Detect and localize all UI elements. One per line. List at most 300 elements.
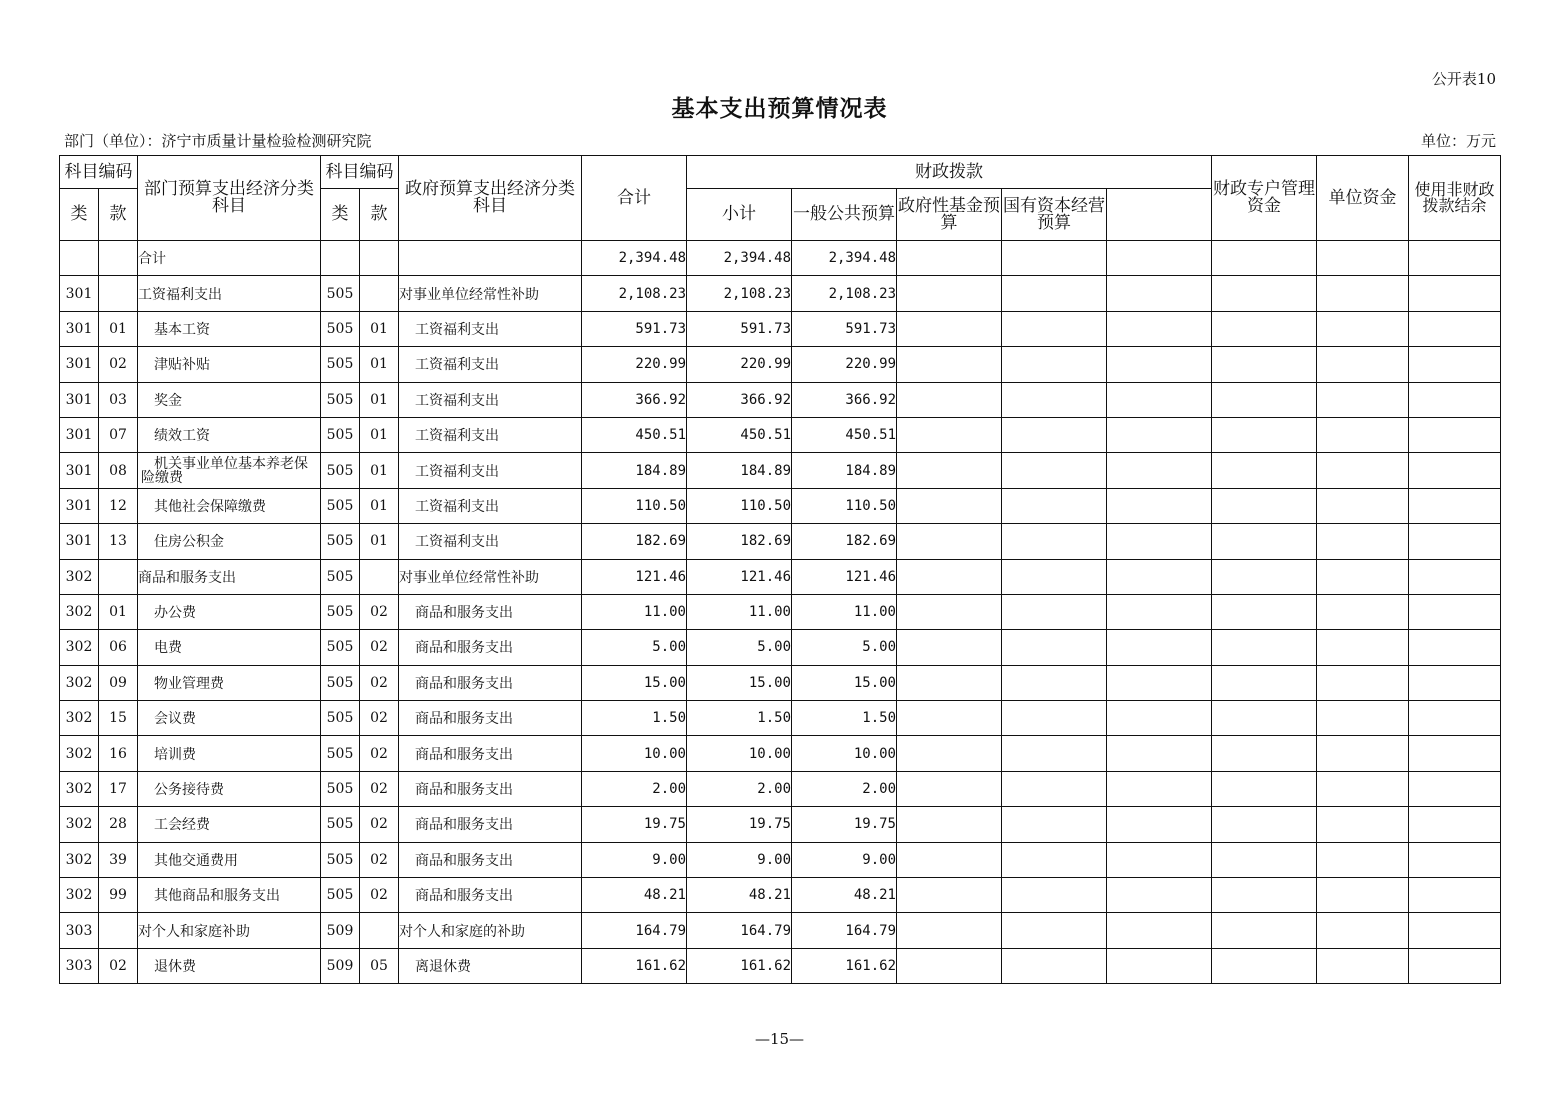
cell-unit-fund	[1212, 948, 1317, 983]
cell-govfund	[897, 913, 1002, 948]
cell-unit-fund	[1212, 594, 1317, 629]
cell-nonfiscal	[1317, 524, 1409, 559]
header-govfund: 政府性基金预算	[897, 189, 1002, 241]
cell-carry	[1409, 771, 1501, 806]
cell-dept-econ: 会议费	[138, 701, 321, 736]
cell-stateasset	[1002, 948, 1107, 983]
cell-general: 366.92	[792, 382, 897, 417]
cell-stateasset	[1002, 594, 1107, 629]
cell-stateasset	[1002, 276, 1107, 311]
cell-total: 2,108.23	[582, 276, 687, 311]
cell-lei: 302	[60, 878, 99, 913]
cell-stateasset	[1002, 807, 1107, 842]
cell-unit-fund	[1212, 488, 1317, 523]
header-gov-econ: 政府预算支出经济分类科目	[399, 156, 582, 241]
cell-special	[1107, 878, 1212, 913]
cell-kuan: 16	[99, 736, 138, 771]
header-nonfiscal: 使用非财政拨款结余	[1409, 156, 1501, 241]
cell-gov-kuan: 02	[360, 807, 399, 842]
cell-gov-kuan: 01	[360, 347, 399, 382]
cell-govfund	[897, 701, 1002, 736]
cell-subtotal: 9.00	[687, 842, 792, 877]
cell-lei: 302	[60, 665, 99, 700]
cell-stateasset	[1002, 665, 1107, 700]
cell-kuan	[99, 241, 138, 276]
cell-stateasset	[1002, 736, 1107, 771]
cell-kuan: 03	[99, 382, 138, 417]
cell-lei: 303	[60, 948, 99, 983]
cell-general: 19.75	[792, 807, 897, 842]
cell-dept-econ: 培训费	[138, 736, 321, 771]
cell-kuan: 08	[99, 453, 138, 488]
cell-special	[1107, 311, 1212, 346]
cell-unit-fund	[1212, 807, 1317, 842]
cell-special	[1107, 241, 1212, 276]
cell-total: 161.62	[582, 948, 687, 983]
cell-dept-econ: 其他商品和服务支出	[138, 878, 321, 913]
cell-unit-fund	[1212, 771, 1317, 806]
cell-special	[1107, 771, 1212, 806]
cell-gov-lei: 505	[321, 417, 360, 452]
cell-subtotal: 184.89	[687, 453, 792, 488]
cell-subtotal: 2.00	[687, 771, 792, 806]
cell-gov-lei: 505	[321, 311, 360, 346]
page-title: 基本支出预算情况表	[671, 95, 888, 122]
cell-total: 1.50	[582, 701, 687, 736]
cell-dept-econ: 其他社会保障缴费	[138, 488, 321, 523]
cell-special	[1107, 524, 1212, 559]
cell-carry	[1409, 347, 1501, 382]
table-row	[60, 842, 1501, 877]
cell-carry	[1409, 878, 1501, 913]
cell-subtotal: 161.62	[687, 948, 792, 983]
cell-carry	[1409, 665, 1501, 700]
cell-kuan: 15	[99, 701, 138, 736]
cell-dept-econ: 津贴补贴	[138, 347, 321, 382]
cell-govfund	[897, 807, 1002, 842]
cell-dept-econ: 其他交通费用	[138, 842, 321, 877]
cell-kuan: 01	[99, 311, 138, 346]
table-row	[60, 488, 1501, 523]
table-row	[60, 524, 1501, 559]
cell-dept-econ: 公务接待费	[138, 771, 321, 806]
cell-govfund	[897, 311, 1002, 346]
cell-gov-econ: 工资福利支出	[399, 417, 582, 452]
cell-general: 1.50	[792, 701, 897, 736]
cell-gov-econ: 工资福利支出	[399, 488, 582, 523]
cell-kuan	[99, 276, 138, 311]
cell-gov-lei: 505	[321, 382, 360, 417]
cell-stateasset	[1002, 913, 1107, 948]
header-total: 合计	[582, 156, 687, 241]
cell-carry	[1409, 524, 1501, 559]
cell-gov-lei: 509	[321, 913, 360, 948]
cell-dept-econ	[138, 453, 321, 488]
cell-general: 48.21	[792, 878, 897, 913]
cell-lei: 302	[60, 736, 99, 771]
cell-gov-lei: 505	[321, 453, 360, 488]
table-row	[60, 948, 1501, 983]
cell-stateasset	[1002, 701, 1107, 736]
header-general: 一般公共预算	[792, 189, 897, 241]
cell-stateasset	[1002, 771, 1107, 806]
header-subject-code: 科目编码	[60, 156, 138, 189]
cell-gov-lei: 505	[321, 524, 360, 559]
cell-gov-lei	[321, 241, 360, 276]
cell-total: 591.73	[582, 311, 687, 346]
cell-general: 121.46	[792, 559, 897, 594]
table-row	[60, 276, 1501, 311]
cell-general: 9.00	[792, 842, 897, 877]
cell-dept-econ: 对个人和家庭补助	[138, 913, 321, 948]
cell-gov-lei: 505	[321, 559, 360, 594]
cell-subtotal: 164.79	[687, 913, 792, 948]
cell-gov-econ: 商品和服务支出	[399, 594, 582, 629]
cell-special	[1107, 453, 1212, 488]
cell-total: 10.00	[582, 736, 687, 771]
cell-gov-kuan: 02	[360, 842, 399, 877]
header-dept-econ: 部门预算支出经济分类科目	[138, 156, 321, 241]
cell-gov-kuan	[360, 559, 399, 594]
cell-carry	[1409, 948, 1501, 983]
cell-nonfiscal	[1317, 453, 1409, 488]
cell-kuan	[99, 913, 138, 948]
cell-subtotal: 10.00	[687, 736, 792, 771]
cell-govfund	[897, 842, 1002, 877]
cell-carry	[1409, 311, 1501, 346]
cell-nonfiscal	[1317, 417, 1409, 452]
cell-gov-kuan: 02	[360, 878, 399, 913]
cell-dept-econ: 商品和服务支出	[138, 559, 321, 594]
header-gov-kuan: 款	[360, 189, 399, 241]
cell-lei: 303	[60, 913, 99, 948]
cell-nonfiscal	[1317, 311, 1409, 346]
cell-special	[1107, 701, 1212, 736]
budget-table	[59, 155, 1501, 984]
cell-nonfiscal	[1317, 665, 1409, 700]
cell-total: 182.69	[582, 524, 687, 559]
cell-gov-lei: 505	[321, 878, 360, 913]
cell-carry	[1409, 417, 1501, 452]
table-row	[60, 665, 1501, 700]
cell-gov-econ: 对事业单位经常性补助	[399, 559, 582, 594]
table-row	[60, 311, 1501, 346]
cell-general: 220.99	[792, 347, 897, 382]
cell-stateasset	[1002, 347, 1107, 382]
cell-subtotal: 450.51	[687, 417, 792, 452]
cell-lei: 302	[60, 630, 99, 665]
header-kuan: 款	[99, 189, 138, 241]
cell-lei	[60, 241, 99, 276]
cell-total: 15.00	[582, 665, 687, 700]
header-fiscal: 财政拨款	[687, 156, 1212, 189]
cell-gov-lei: 505	[321, 771, 360, 806]
cell-govfund	[897, 736, 1002, 771]
cell-kuan: 39	[99, 842, 138, 877]
cell-carry	[1409, 594, 1501, 629]
cell-lei: 301	[60, 417, 99, 452]
cell-special	[1107, 630, 1212, 665]
cell-nonfiscal	[1317, 630, 1409, 665]
table-row	[60, 382, 1501, 417]
cell-unit-fund	[1212, 878, 1317, 913]
cell-special	[1107, 594, 1212, 629]
cell-stateasset	[1002, 842, 1107, 877]
header-row-1	[60, 156, 1501, 189]
cell-carry	[1409, 382, 1501, 417]
cell-gov-lei: 505	[321, 807, 360, 842]
cell-gov-lei: 505	[321, 630, 360, 665]
cell-special	[1107, 665, 1212, 700]
cell-kuan: 12	[99, 488, 138, 523]
cell-lei: 302	[60, 594, 99, 629]
cell-carry	[1409, 701, 1501, 736]
cell-govfund	[897, 948, 1002, 983]
cell-gov-kuan: 02	[360, 630, 399, 665]
cell-lei: 301	[60, 347, 99, 382]
cell-subtotal: 182.69	[687, 524, 792, 559]
table-row	[60, 241, 1501, 276]
cell-unit-fund	[1212, 736, 1317, 771]
cell-carry	[1409, 559, 1501, 594]
cell-govfund	[897, 665, 1002, 700]
cell-gov-lei: 509	[321, 948, 360, 983]
cell-gov-econ: 工资福利支出	[399, 524, 582, 559]
header-special: 财政专户管理资金	[1212, 156, 1317, 241]
cell-unit-fund	[1212, 347, 1317, 382]
table-row	[60, 736, 1501, 771]
cell-gov-kuan: 05	[360, 948, 399, 983]
cell-govfund	[897, 559, 1002, 594]
table-row	[60, 630, 1501, 665]
cell-subtotal: 366.92	[687, 382, 792, 417]
cell-total: 184.89	[582, 453, 687, 488]
cell-unit-fund	[1212, 276, 1317, 311]
cell-total: 164.79	[582, 913, 687, 948]
cell-gov-kuan: 01	[360, 417, 399, 452]
cell-subtotal: 48.21	[687, 878, 792, 913]
cell-nonfiscal	[1317, 948, 1409, 983]
cell-nonfiscal	[1317, 913, 1409, 948]
cell-stateasset	[1002, 453, 1107, 488]
cell-total: 48.21	[582, 878, 687, 913]
cell-gov-kuan	[360, 276, 399, 311]
cell-gov-kuan: 02	[360, 594, 399, 629]
cell-nonfiscal	[1317, 701, 1409, 736]
cell-lei: 301	[60, 488, 99, 523]
cell-nonfiscal	[1317, 594, 1409, 629]
cell-dept-econ: 工资福利支出	[138, 276, 321, 311]
cell-govfund	[897, 878, 1002, 913]
cell-kuan: 17	[99, 771, 138, 806]
cell-general: 450.51	[792, 417, 897, 452]
cell-carry	[1409, 488, 1501, 523]
cell-subtotal: 110.50	[687, 488, 792, 523]
cell-dept-econ: 合计	[138, 241, 321, 276]
cell-lei: 302	[60, 842, 99, 877]
cell-gov-kuan: 01	[360, 311, 399, 346]
header-gov-subject-code: 科目编码	[321, 156, 399, 189]
cell-text: 机关事业单位基本养老保险缴费	[141, 455, 308, 486]
cell-total: 19.75	[582, 807, 687, 842]
cell-gov-kuan: 01	[360, 524, 399, 559]
cell-unit-fund	[1212, 665, 1317, 700]
cell-carry	[1409, 736, 1501, 771]
cell-nonfiscal	[1317, 241, 1409, 276]
cell-special	[1107, 913, 1212, 948]
cell-lei: 302	[60, 771, 99, 806]
cell-kuan: 06	[99, 630, 138, 665]
cell-kuan: 99	[99, 878, 138, 913]
cell-total: 2,394.48	[582, 241, 687, 276]
cell-gov-lei: 505	[321, 701, 360, 736]
cell-gov-kuan: 01	[360, 488, 399, 523]
cell-subtotal: 19.75	[687, 807, 792, 842]
cell-unit-fund	[1212, 842, 1317, 877]
cell-gov-kuan: 02	[360, 665, 399, 700]
cell-dept-econ: 退休费	[138, 948, 321, 983]
header-unit-fund: 单位资金	[1317, 156, 1409, 241]
cell-subtotal: 2,108.23	[687, 276, 792, 311]
cell-gov-kuan	[360, 241, 399, 276]
cell-nonfiscal	[1317, 488, 1409, 523]
cell-nonfiscal	[1317, 559, 1409, 594]
cell-unit-fund	[1212, 241, 1317, 276]
cell-special	[1107, 948, 1212, 983]
cell-kuan: 01	[99, 594, 138, 629]
cell-stateasset	[1002, 630, 1107, 665]
cell-total: 9.00	[582, 842, 687, 877]
cell-gov-econ: 商品和服务支出	[399, 807, 582, 842]
cell-special	[1107, 276, 1212, 311]
cell-nonfiscal	[1317, 382, 1409, 417]
header-stateasset: 国有资本经营预算	[1002, 189, 1107, 241]
cell-special	[1107, 488, 1212, 523]
cell-general: 5.00	[792, 630, 897, 665]
cell-kuan: 13	[99, 524, 138, 559]
cell-special	[1107, 842, 1212, 877]
cell-unit-fund	[1212, 913, 1317, 948]
cell-dept-econ: 工会经费	[138, 807, 321, 842]
cell-govfund	[897, 453, 1002, 488]
table-row	[60, 701, 1501, 736]
cell-lei: 302	[60, 559, 99, 594]
cell-govfund	[897, 417, 1002, 452]
form-number: 公开表10	[1431, 70, 1496, 88]
table-row	[60, 771, 1501, 806]
cell-dept-econ: 物业管理费	[138, 665, 321, 700]
cell-general: 591.73	[792, 311, 897, 346]
cell-gov-econ: 对事业单位经常性补助	[399, 276, 582, 311]
cell-general: 11.00	[792, 594, 897, 629]
cell-gov-lei: 505	[321, 594, 360, 629]
table-row	[60, 559, 1501, 594]
cell-kuan: 02	[99, 347, 138, 382]
cell-special	[1107, 382, 1212, 417]
cell-gov-kuan: 01	[360, 453, 399, 488]
cell-special	[1107, 347, 1212, 382]
cell-total: 121.46	[582, 559, 687, 594]
cell-dept-econ: 奖金	[138, 382, 321, 417]
cell-gov-econ: 离退休费	[399, 948, 582, 983]
cell-lei: 302	[60, 701, 99, 736]
cell-kuan: 02	[99, 948, 138, 983]
table-row	[60, 594, 1501, 629]
cell-kuan: 09	[99, 665, 138, 700]
cell-unit-fund	[1212, 559, 1317, 594]
cell-unit-fund	[1212, 311, 1317, 346]
cell-subtotal: 220.99	[687, 347, 792, 382]
cell-general: 110.50	[792, 488, 897, 523]
cell-gov-econ: 工资福利支出	[399, 382, 582, 417]
cell-gov-lei: 505	[321, 842, 360, 877]
cell-general: 184.89	[792, 453, 897, 488]
cell-lei: 302	[60, 807, 99, 842]
cell-gov-econ: 对个人和家庭的补助	[399, 913, 582, 948]
cell-general: 2.00	[792, 771, 897, 806]
cell-nonfiscal	[1317, 276, 1409, 311]
cell-carry	[1409, 807, 1501, 842]
cell-govfund	[897, 276, 1002, 311]
table-row	[60, 417, 1501, 452]
cell-gov-econ: 商品和服务支出	[399, 665, 582, 700]
cell-unit-fund	[1212, 701, 1317, 736]
department-label: 部门（单位）：济宁市质量计量检验检测研究院	[64, 132, 372, 150]
cell-gov-lei: 505	[321, 347, 360, 382]
cell-unit-fund	[1212, 453, 1317, 488]
cell-gov-econ: 商品和服务支出	[399, 701, 582, 736]
cell-nonfiscal	[1317, 807, 1409, 842]
cell-special	[1107, 417, 1212, 452]
cell-general: 10.00	[792, 736, 897, 771]
cell-general: 2,394.48	[792, 241, 897, 276]
cell-general: 161.62	[792, 948, 897, 983]
cell-stateasset	[1002, 417, 1107, 452]
cell-gov-econ	[399, 241, 582, 276]
cell-stateasset	[1002, 311, 1107, 346]
cell-stateasset	[1002, 241, 1107, 276]
cell-gov-econ: 工资福利支出	[399, 311, 582, 346]
cell-dept-econ: 电费	[138, 630, 321, 665]
cell-total: 450.51	[582, 417, 687, 452]
cell-lei: 301	[60, 276, 99, 311]
cell-gov-econ: 商品和服务支出	[399, 736, 582, 771]
cell-subtotal: 5.00	[687, 630, 792, 665]
cell-unit-fund	[1212, 524, 1317, 559]
cell-gov-lei: 505	[321, 488, 360, 523]
cell-govfund	[897, 382, 1002, 417]
cell-stateasset	[1002, 382, 1107, 417]
cell-stateasset	[1002, 524, 1107, 559]
cell-stateasset	[1002, 878, 1107, 913]
cell-carry	[1409, 453, 1501, 488]
cell-carry	[1409, 913, 1501, 948]
table-row	[60, 878, 1501, 913]
cell-kuan	[99, 559, 138, 594]
cell-stateasset	[1002, 488, 1107, 523]
cell-subtotal: 1.50	[687, 701, 792, 736]
cell-gov-econ: 工资福利支出	[399, 347, 582, 382]
cell-dept-econ: 基本工资	[138, 311, 321, 346]
cell-lei: 301	[60, 382, 99, 417]
cell-subtotal: 11.00	[687, 594, 792, 629]
cell-lei: 301	[60, 524, 99, 559]
cell-unit-fund	[1212, 630, 1317, 665]
cell-gov-econ: 商品和服务支出	[399, 771, 582, 806]
table-row	[60, 347, 1501, 382]
cell-dept-econ: 住房公积金	[138, 524, 321, 559]
cell-general: 164.79	[792, 913, 897, 948]
